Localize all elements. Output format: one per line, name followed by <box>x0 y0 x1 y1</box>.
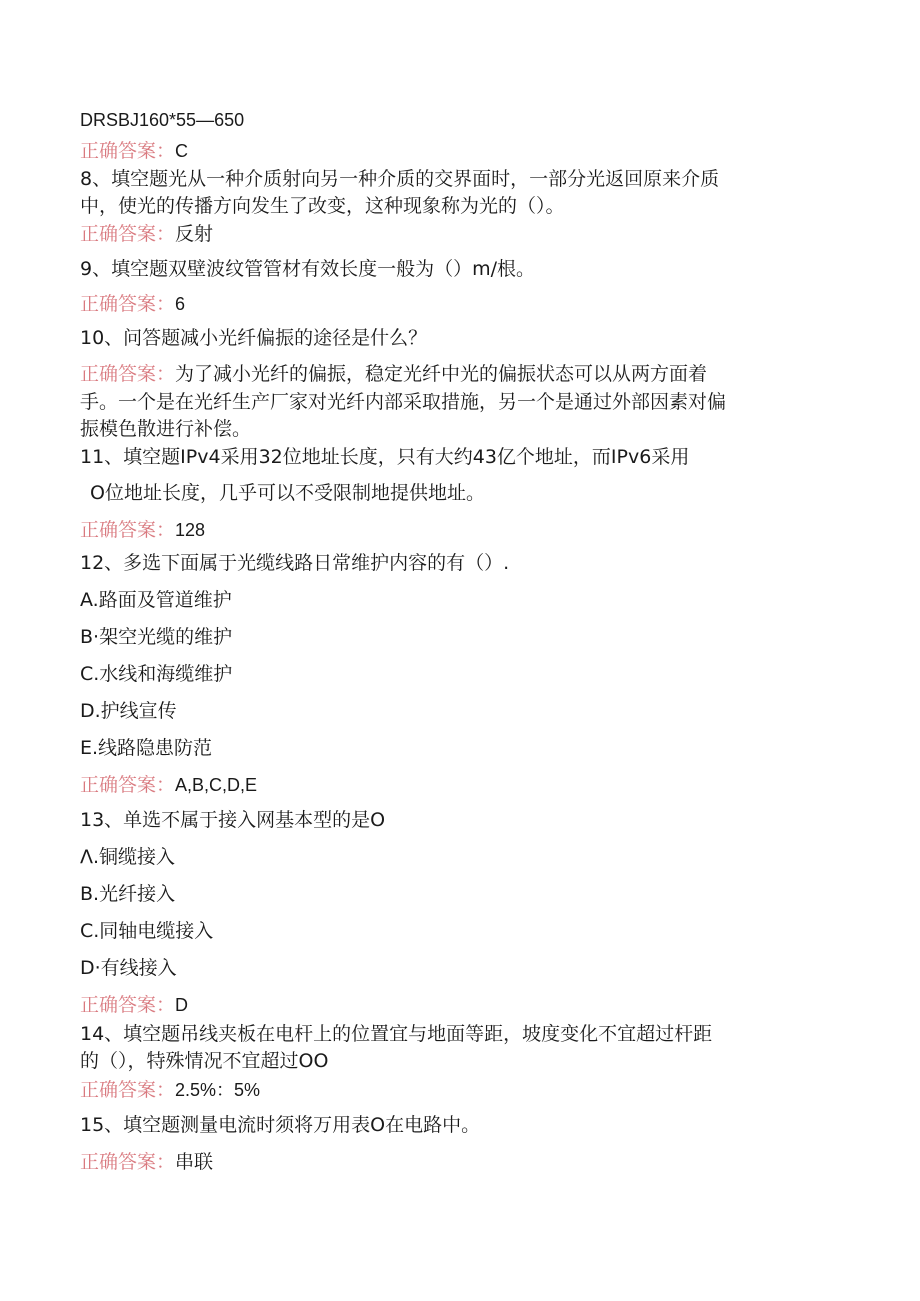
answer-value: D <box>175 995 189 1015</box>
answer-line <box>80 1077 260 1103</box>
answer-continuation: 手。一个是在光纤生产厂家对光纤内部采取措施，另一个是通过外部因素对偏 <box>80 391 727 413</box>
option-item: C.同轴电缆接入 <box>80 920 214 942</box>
option-item: B·架空光缆的维护 <box>80 626 233 648</box>
answer-label: 正确答案： <box>80 519 176 541</box>
answer-value: C <box>175 141 189 161</box>
answer-line <box>80 291 185 317</box>
answer-line <box>80 517 205 543</box>
answer-line <box>80 361 707 387</box>
answer-value: 反射 <box>175 223 214 245</box>
answer-label: 正确答案： <box>80 363 176 385</box>
answer-label: 正确答案： <box>80 1079 176 1101</box>
answer-line <box>80 992 188 1018</box>
answer-value: 为了减小光纤的偏振，稳定光纤中光的偏振状态可以从两方面着 <box>175 363 708 385</box>
option-item: D·有线接入 <box>80 957 177 979</box>
option-item: E.线路隐患防范 <box>80 737 213 759</box>
option-item: Λ.铜缆接入 <box>80 846 176 868</box>
question-line: 15、填空题测量电流时须将万用表O在电路中。 <box>80 1114 481 1136</box>
answer-line <box>80 772 257 798</box>
answer-value: 2.5%：5% <box>175 1080 261 1100</box>
answer-value: 128 <box>175 520 206 540</box>
answer-label: 正确答案： <box>80 1151 176 1173</box>
question-line: O位地址长度，几乎可以不受限制地提供地址。 <box>90 482 485 504</box>
question-line: 9、填空题双壁波纹管管材有效长度一般为（）m/根。 <box>80 258 535 280</box>
option-item: A.路面及管道维护 <box>80 589 232 611</box>
answer-value: A,B,C,D,E <box>175 775 258 795</box>
answer-label: 正确答案： <box>80 774 176 796</box>
answer-value: 串联 <box>175 1151 214 1173</box>
answer-line <box>80 138 188 164</box>
question-line: 13、单选不属于接入网基本型的是O <box>80 809 386 831</box>
option-item: B.光纤接入 <box>80 883 176 905</box>
answer-label: 正确答案： <box>80 223 176 245</box>
question-line: 14、填空题吊线夹板在电杆上的位置宜与地面等距，坡度变化不宜超过杆距 <box>80 1023 713 1045</box>
text-line: DRSBJ160*55—650 <box>80 110 245 130</box>
answer-line <box>80 221 213 247</box>
answer-value: 6 <box>175 294 186 314</box>
answer-label: 正确答案： <box>80 140 176 162</box>
question-line: 12、多选下面属于光缆线路日常维护内容的有（）. <box>80 552 510 574</box>
answer-line <box>80 1149 213 1175</box>
answer-continuation: 振模色散进行补偿。 <box>80 418 252 440</box>
option-item: C.水线和海缆维护 <box>80 663 233 685</box>
question-line: 的（），特殊情况不宜超过OO <box>80 1050 329 1072</box>
answer-label: 正确答案： <box>80 293 176 315</box>
question-line: 11、填空题IPv4采用32位地址长度，只有大约43亿个地址，而IPv6采用 <box>80 446 690 468</box>
question-line: 中，使光的传播方向发生了改变，这种现象称为光的（）。 <box>80 195 565 217</box>
option-item: D.护线宣传 <box>80 700 177 722</box>
question-line: 8、填空题光从一种介质射向另一种介质的交界面时，一部分光返回原来介质 <box>80 168 720 190</box>
answer-label: 正确答案： <box>80 994 176 1016</box>
question-line: 10、问答题减小光纤偏振的途径是什么？ <box>80 327 428 349</box>
